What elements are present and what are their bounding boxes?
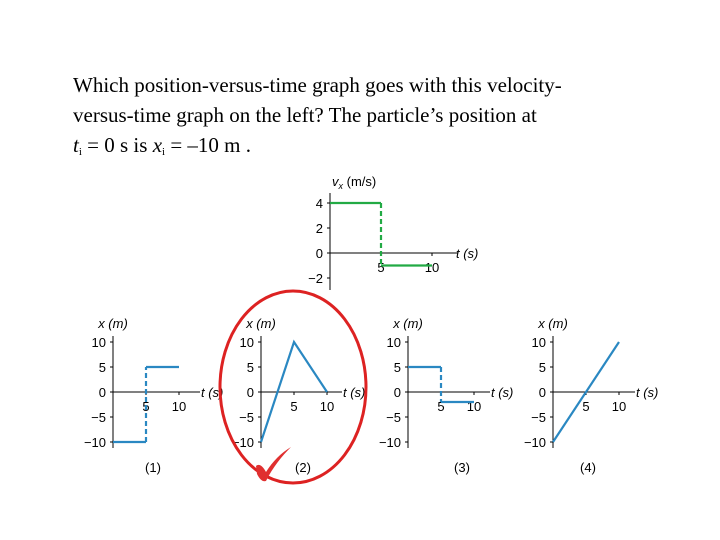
x-tick-label: 10 — [171, 399, 187, 414]
check-mark-icon — [256, 447, 291, 481]
y-tick-label: 0 — [538, 385, 546, 400]
x-axis-label: t (s) — [456, 246, 479, 261]
x-tick-label: 5 — [582, 399, 590, 414]
y-tick-label: −5 — [91, 410, 106, 425]
x-axis-label: t (s) — [201, 385, 224, 400]
y-tick-label: 0 — [393, 385, 401, 400]
y-tick-label: −10 — [83, 435, 106, 450]
y-axis-label: x (m) — [393, 316, 423, 331]
y-tick-label: 0 — [315, 246, 323, 261]
y-tick-label: 0 — [246, 385, 254, 400]
x-tick-label: 5 — [290, 399, 298, 414]
y-tick-label: −5 — [239, 410, 254, 425]
x-axis-label: t (s) — [636, 385, 659, 400]
y-tick-label: 5 — [393, 360, 401, 375]
question-line-3-mid: = 0 s is — [81, 133, 153, 157]
chart-graph-4 — [524, 316, 658, 475]
y-tick-label: 10 — [239, 335, 254, 350]
y-tick-label: 10 — [531, 335, 546, 350]
x-symbol: x — [152, 133, 163, 157]
x-axis-label: t (s) — [343, 385, 366, 400]
x-tick-label: 5 — [437, 399, 445, 414]
y-tick-label: −10 — [378, 435, 401, 450]
graph-option-label: (1) — [145, 460, 161, 475]
t-symbol: t — [73, 133, 79, 157]
y-tick-label: 4 — [315, 196, 323, 211]
graph-option-label: (3) — [454, 460, 470, 475]
x-tick-label: 10 — [319, 399, 335, 414]
y-tick-label: −10 — [523, 435, 546, 450]
chart-velocity — [308, 174, 478, 290]
y-tick-label: 5 — [538, 360, 546, 375]
x-tick-label: 5 — [377, 260, 385, 275]
x-tick-label: 10 — [466, 399, 482, 414]
graph-option-label: (2) — [295, 460, 311, 475]
t-subscript: i — [78, 146, 82, 158]
y-tick-label: 10 — [386, 335, 401, 350]
question-line-1: Which position-versus-time graph goes with this velocity- — [73, 73, 562, 97]
chart-graph-1 — [84, 316, 223, 475]
x-axis-label: t (s) — [491, 385, 514, 400]
question-line-3-end: = –10 m . — [165, 133, 252, 157]
y-axis-label: $v_x$ (m/s) — [332, 174, 377, 191]
x-tick-label: 5 — [142, 399, 150, 414]
y-tick-label: −5 — [386, 410, 401, 425]
y-axis-label: x (m) — [98, 316, 128, 331]
y-axis-label: x (m) — [538, 316, 568, 331]
y-tick-label: −10 — [231, 435, 254, 450]
y-tick-label: 0 — [98, 385, 106, 400]
y-tick-label: −5 — [531, 410, 546, 425]
x-tick-label: 10 — [424, 260, 440, 275]
question-line-2: versus-time graph on the left? The particle’s position at — [73, 103, 537, 127]
x-subscript: i — [162, 146, 166, 158]
x-tick-label: 10 — [611, 399, 627, 414]
y-tick-label: 10 — [91, 335, 106, 350]
y-tick-label: 5 — [246, 360, 254, 375]
chart-graph-3 — [379, 316, 513, 475]
y-tick-label: −2 — [308, 271, 323, 286]
chart-graph-2 — [220, 291, 366, 483]
graph-option-label: (4) — [580, 460, 596, 475]
y-tick-label: 2 — [315, 221, 323, 236]
y-axis-label: x (m) — [246, 316, 276, 331]
y-tick-label: 5 — [98, 360, 106, 375]
